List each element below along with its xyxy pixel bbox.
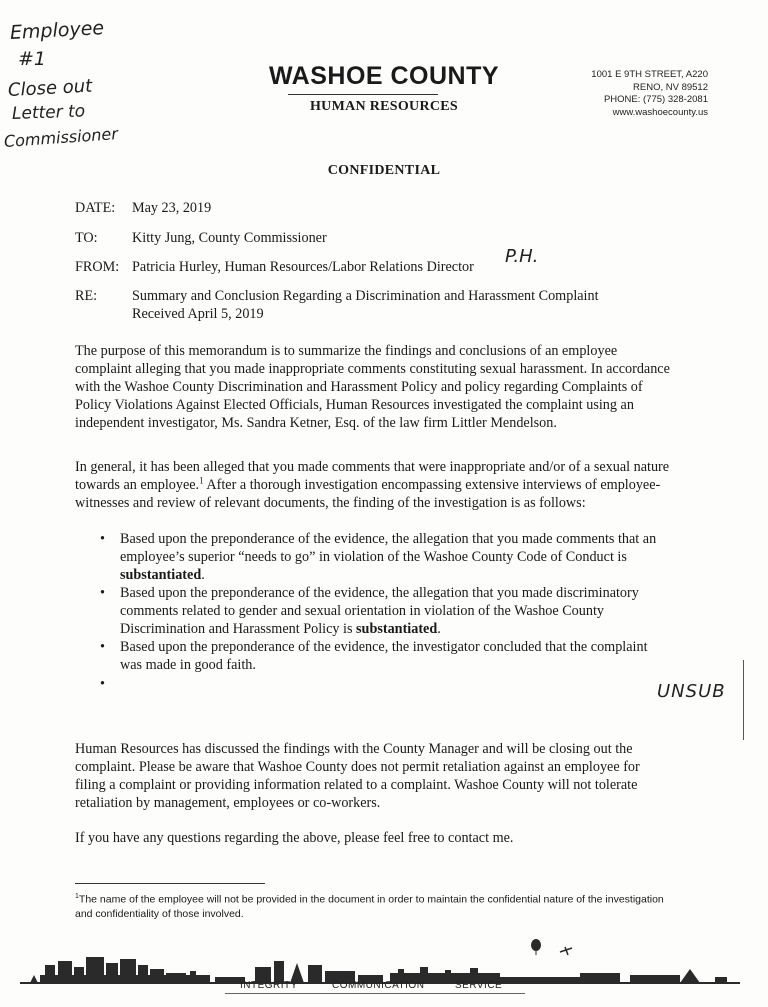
allegation-text-continued: After a thorough investigation encompassing extensive interviews of employee-witnesses and review of relevant documents, the finding of the investigation is as follows: <box>75 476 661 511</box>
finding-status: substantiated <box>120 566 202 583</box>
handwritten-note-letter-to: Letter to <box>11 101 86 124</box>
handwritten-note-close-out: Close out <box>7 75 93 101</box>
handwritten-note-number: #1 <box>18 48 47 70</box>
allegation-text: In general, it has been alleged that you made comments that were inappropriate and/or of a sexual nature towards an employee. <box>75 459 670 493</box>
footnote-reference: 1 <box>199 475 204 486</box>
bullet-marker: • <box>100 585 105 601</box>
finding-text <box>120 531 660 585</box>
footnote-divider <box>75 883 265 884</box>
finding-text: Based upon the preponderance of the evidence, the investigator concluded that the complaint was made in good faith. <box>120 639 648 673</box>
letterhead-title: WASHOE COUNTY <box>268 62 500 90</box>
body-paragraph-allegation <box>75 459 670 513</box>
bullet-marker: • <box>100 531 105 547</box>
finding-text <box>120 585 660 639</box>
margin-mark <box>743 660 744 740</box>
finding-status: substantiated <box>356 620 438 637</box>
body-paragraph-contact: If you have any questions regarding the above, please feel free to contact me. <box>75 830 514 846</box>
re-value-line2: Received April 5, 2019 <box>132 306 264 322</box>
footer-value-integrity: INTEGRITY <box>240 980 298 991</box>
letterhead-subtitle: HUMAN RESOURCES <box>309 99 458 114</box>
date-value: May 23, 2019 <box>132 200 212 216</box>
from-label: FROM: <box>75 259 120 275</box>
letterhead-divider <box>288 94 438 95</box>
footnote-marker: 1 <box>75 893 79 900</box>
skyline-graphic <box>0 935 768 985</box>
handwritten-initials: P.H. <box>505 246 539 267</box>
from-value: Patricia Hurley, Human Resources/Labor Relations Director <box>132 259 474 275</box>
footnote-text: The name of the employee will not be provided in the document in order to maintain the confidential nature of the investigation and confidentiality of those involved. <box>75 893 664 920</box>
letterhead-address <box>591 69 708 119</box>
handwritten-note-commissioner: Commissioner <box>3 124 119 151</box>
footer-values <box>0 980 768 994</box>
address-website: www.washoecounty.us <box>612 106 708 118</box>
to-value: Kitty Jung, County Commissioner <box>132 230 327 246</box>
re-label: RE: <box>75 288 98 304</box>
re-value-line1: Summary and Conclusion Regarding a Discrimination and Harassment Complaint <box>132 288 599 304</box>
body-paragraph-purpose: The purpose of this memorandum is to summarize the findings and conclusions of an employee complaint alleging that you made inappropriate comments constituting sexual harassment. In accordance with the Washoe County Discrimination and Harassment Policy and policy regarding Complaints of Policy Violations Against Elected Officials, Human Resources investigated the complaint using an independent investigator, Ms. Sandra Ketner, Esq. of the law firm Littler Mendelson. <box>75 343 670 431</box>
finding-text-main: Based upon the preponderance of the evidence, the allegation that you made comments that an employee’s superior “needs to go” in violation of the Washoe County Code of Conduct is <box>120 531 657 565</box>
date-label: DATE: <box>75 200 116 216</box>
footer-underline <box>225 993 525 994</box>
re-value <box>132 287 692 323</box>
handwritten-note-employee: Employee <box>9 17 105 44</box>
address-city: RENO, NV 89512 <box>633 81 708 93</box>
bullet-marker: • <box>100 676 105 692</box>
address-phone: PHONE: (775) 328-2081 <box>603 94 708 105</box>
finding-text-main: Based upon the preponderance of the evidence, the allegation that you made discriminatory comments related to gender and sexual orientation in violation of the Washoe County Discrimination and Harassment Policy is <box>120 585 639 637</box>
footnote <box>75 890 675 921</box>
footer-value-service: SERVICE <box>455 980 503 991</box>
finding-text-end: . <box>201 566 205 583</box>
handwritten-unsub: UNSUB <box>657 681 726 702</box>
footer-value-communication: COMMUNICATION <box>332 980 425 991</box>
bullet-marker: • <box>100 639 105 655</box>
body-paragraph-closing: Human Resources has discussed the findings with the County Manager and will be closing out the complaint. Please be aware that Washoe County does not permit retaliation against an employee for filing a complaint or providing information related to a complaint. Washoe County will not tolerate retaliation by management, employees or co-workers. <box>75 741 640 811</box>
confidential-heading: CONFIDENTIAL <box>327 163 441 178</box>
finding-text-end: . <box>437 620 441 637</box>
address-street: 1001 E 9TH STREET, A220 <box>591 69 708 80</box>
to-label: TO: <box>75 230 98 246</box>
